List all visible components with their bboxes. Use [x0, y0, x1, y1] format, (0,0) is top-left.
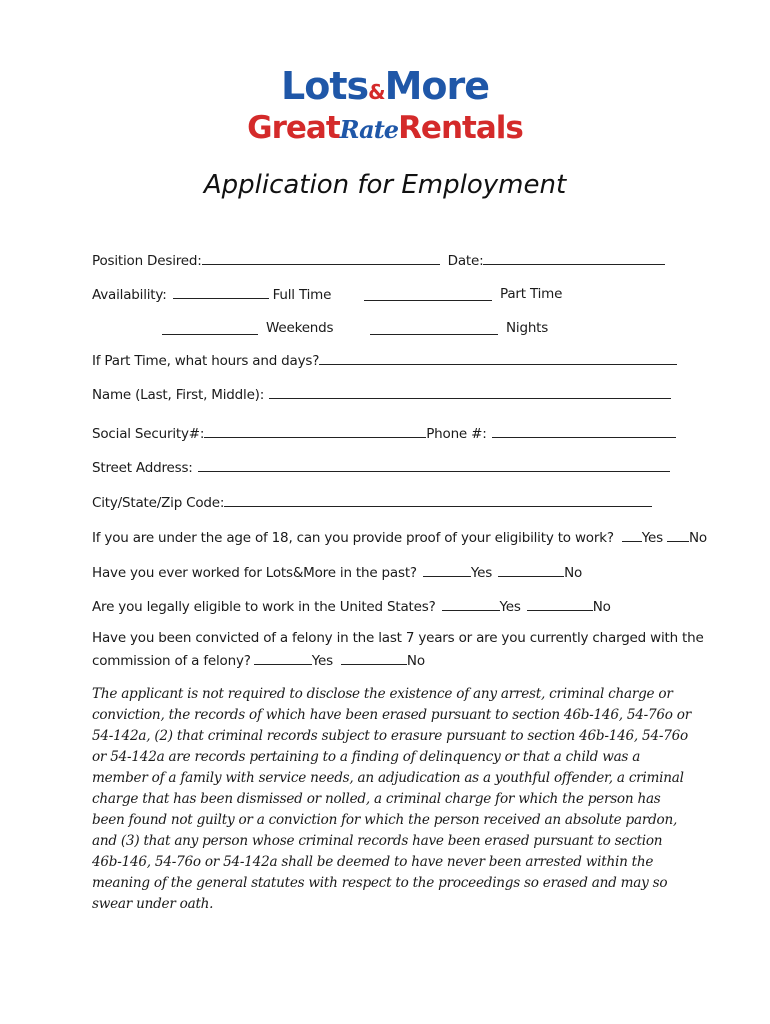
eligible-yes-input[interactable]	[442, 598, 500, 611]
weekends-input[interactable]	[162, 322, 258, 335]
page-title: Application for Employment	[203, 170, 567, 200]
availability-label: Availability:	[92, 287, 167, 303]
logo-lots: Lots	[281, 64, 369, 108]
full-time-label: Full Time	[272, 287, 332, 303]
city-state-zip-input[interactable]	[224, 494, 652, 507]
position-input[interactable]	[202, 252, 440, 265]
eligible-question: Are you legally eligible to work in the United States?	[92, 599, 436, 615]
part-time-hours-label: If Part Time, what hours and days?	[92, 353, 320, 369]
street-row	[92, 459, 670, 476]
eligible-row	[92, 598, 611, 615]
nights-input[interactable]	[370, 322, 498, 335]
felony-question-line2: commission of a felony?	[92, 653, 251, 669]
logo-lots-and-more	[0, 64, 770, 108]
weekends-label: Weekends	[266, 320, 334, 336]
under18-row	[92, 529, 707, 546]
city-state-zip-label: City/State/Zip Code:	[92, 495, 225, 511]
under18-no-label: No	[689, 530, 707, 546]
date-label: Date:	[447, 253, 484, 269]
name-label: Name (Last, First, Middle):	[92, 387, 265, 403]
felony-no-label: No	[406, 653, 425, 669]
logo-great-rate-rentals	[0, 110, 770, 146]
part-time-input[interactable]	[364, 288, 492, 301]
full-time-input[interactable]	[173, 286, 269, 299]
phone-input[interactable]	[492, 425, 676, 438]
under18-question: If you are under the age of 18, can you provide proof of your eligibility to work?	[92, 530, 614, 546]
logo-great: Great	[247, 110, 340, 146]
ssn-input[interactable]	[204, 425, 426, 438]
ssn-row	[92, 425, 676, 442]
felony-question-line1: Have you been convicted of a felony in the last 7 years or are you currently charged with the	[92, 630, 704, 646]
logo-rentals: Rentals	[398, 110, 523, 146]
position-row	[92, 252, 665, 269]
name-row	[92, 386, 671, 403]
worked-before-row	[92, 564, 582, 581]
phone-label: Phone #:	[426, 426, 487, 442]
worked-before-no-input[interactable]	[498, 564, 564, 577]
worked-before-question: Have you ever worked for Lots&More in the past?	[92, 565, 417, 581]
eligible-no-input[interactable]	[527, 598, 593, 611]
felony-row	[92, 652, 425, 669]
name-input[interactable]	[269, 386, 671, 399]
logo-amp: &	[368, 80, 385, 104]
ssn-label: Social Security#:	[92, 426, 205, 442]
under18-yes-input[interactable]	[622, 529, 642, 542]
street-label: Street Address:	[92, 460, 193, 476]
eligible-no-label: No	[592, 599, 611, 615]
part-time-label: Part Time	[500, 286, 563, 302]
under18-yes-label: Yes	[641, 530, 663, 546]
part-time-hours-row	[92, 352, 677, 369]
eligible-yes-label: Yes	[499, 599, 521, 615]
position-label: Position Desired:	[92, 253, 202, 269]
felony-yes-label: Yes	[311, 653, 333, 669]
worked-before-yes-input[interactable]	[423, 564, 471, 577]
street-input[interactable]	[198, 459, 670, 472]
logo-more: More	[384, 64, 489, 108]
under18-no-input[interactable]	[667, 529, 689, 542]
nights-label: Nights	[506, 320, 549, 336]
date-input[interactable]	[483, 252, 665, 265]
logo-rate: Rate	[339, 115, 399, 144]
legal-disclaimer: The applicant is not required to disclose the existence of any arrest, criminal charge or conviction, the records of which have been erased pursuant to section 46b-146, 54-76o or 54-142a, (2) that criminal records subject to erasure pursuant to section 46b-146, 54-76o or 54-142a are records pertaining to a finding of delinquency or that a child was a member of a family with service needs, an adjudication as a youthful offender, a criminal charge that has been dismissed or nolled, a criminal charge for which the person has been found not guilty or a conviction for which the person received an absolute pardon, and (3) that any person whose criminal records have been erased pursuant to section 46b-146, 54-76o or 54-142a shall be deemed to have never been arrested within the meaning of the general statutes with respect to the proceedings so erased and may so swear under oath.	[92, 686, 691, 912]
city-state-zip-row	[92, 494, 652, 511]
felony-no-input[interactable]	[341, 652, 407, 665]
part-time-hours-input[interactable]	[319, 352, 677, 365]
felony-yes-input[interactable]	[254, 652, 312, 665]
availability-row	[92, 286, 331, 303]
worked-before-no-label: No	[564, 565, 583, 581]
worked-before-yes-label: Yes	[470, 565, 493, 581]
